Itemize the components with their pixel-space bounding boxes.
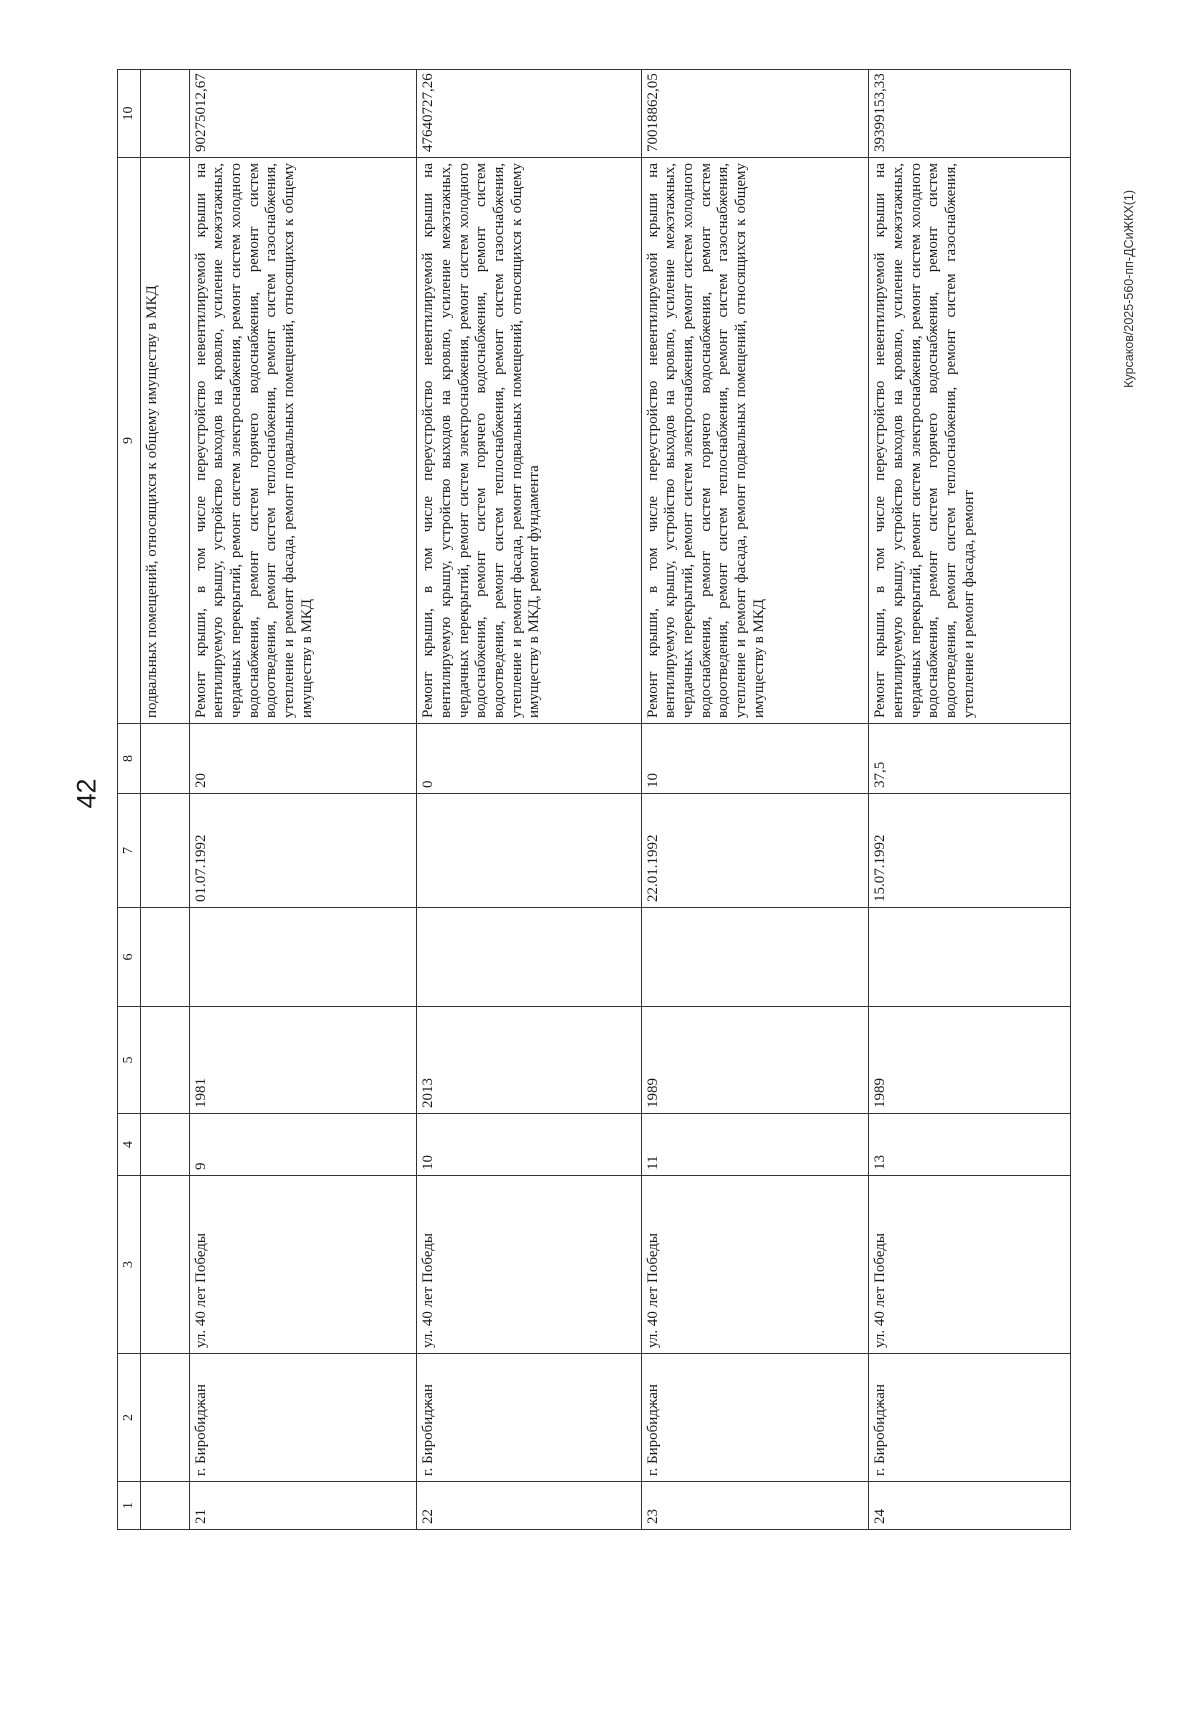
header-col-5: 5 (118, 1007, 141, 1114)
house-number: 11 (641, 1114, 869, 1176)
works-list: Ремонт крыши, в том числе переустройство невентилируемой крыши на вентилируемую крышу, устройство выходов на кровлю, усиление межэтажных, чердачных перекрытий, ремонт систем электроснабжения, ремонт систем холодного водоснабжения, ремонт систем горячего водоснабжения, ремонт систем водоотведения, ремонт систем теплоснабжения, ремонт систем газоснабжения, утепление и ремонт фасада, ремонт подвальных помещений, относящихся к общему имуществу в МКД, ремонт фундамента (417, 158, 641, 724)
city: г. Биробиджан (869, 1354, 1071, 1482)
date: 22.01.1992 (641, 794, 869, 908)
header-col-3: 3 (118, 1176, 141, 1354)
date: 15.07.1992 (869, 794, 1071, 908)
page-number: 42 (71, 778, 102, 809)
row-number: 21 (189, 1482, 417, 1530)
table-row (641, 70, 869, 1530)
row-number: 22 (417, 1482, 641, 1530)
date (417, 794, 641, 908)
continuation-works: подвальных помещений, относящихся к общему имуществу в МКД (141, 158, 190, 724)
row-number: 23 (641, 1482, 869, 1530)
date: 01.07.1992 (189, 794, 417, 908)
wear: 20 (189, 724, 417, 794)
street: ул. 40 лет Победы (189, 1176, 417, 1354)
build-year: 1989 (641, 1007, 869, 1114)
header-col-1: 1 (118, 1482, 141, 1530)
build-year: 1989 (869, 1007, 1071, 1114)
table-row (417, 70, 641, 1530)
header-col-10: 10 (118, 70, 141, 158)
table-row (189, 70, 417, 1530)
col-6 (417, 908, 641, 1007)
row-number: 24 (869, 1482, 1071, 1530)
build-year: 2013 (417, 1007, 641, 1114)
cost: 90275012,67 (189, 70, 417, 158)
wear: 0 (417, 724, 641, 794)
wear: 37,5 (869, 724, 1071, 794)
city: г. Биробиджан (641, 1354, 869, 1482)
works-list: Ремонт крыши, в том числе переустройство невентилируемой крыши на вентилируемую крышу, устройство выходов на кровлю, усиление межэтажных, чердачных перекрытий, ремонт систем электроснабжения, ремонт систем холодного водоснабжения, ремонт систем горячего водоснабжения, ремонт систем водоотведения, ремонт систем теплоснабжения, ремонт систем газоснабжения, утепление и ремонт фасада, ремонт подвальных помещений, относящихся к общему имуществу в МКД (189, 158, 417, 724)
header-col-7: 7 (118, 794, 141, 908)
repair-program-table (117, 69, 1071, 1530)
header-col-4: 4 (118, 1114, 141, 1176)
city: г. Биробиджан (417, 1354, 641, 1482)
city: г. Биробиджан (189, 1354, 417, 1482)
wear: 10 (641, 724, 869, 794)
street: ул. 40 лет Победы (417, 1176, 641, 1354)
house-number: 10 (417, 1114, 641, 1176)
cost: 39399153,33 (869, 70, 1071, 158)
col-6 (869, 908, 1071, 1007)
header-col-6: 6 (118, 908, 141, 1007)
street: ул. 40 лет Победы (869, 1176, 1071, 1354)
works-list: Ремонт крыши, в том числе переустройство невентилируемой крыши на вентилируемую крышу, устройство выходов на кровлю, усиление межэтажных, чердачных перекрытий, ремонт систем электроснабжения, ремонт систем холодного водоснабжения, ремонт систем горячего водоснабжения, ремонт систем водоотведения, ремонт систем теплоснабжения, ремонт систем газоснабжения, утепление и ремонт фасада, ремонт (869, 158, 1071, 724)
header-col-9: 9 (118, 158, 141, 724)
table-row (869, 70, 1071, 1530)
house-number: 13 (869, 1114, 1071, 1176)
street: ул. 40 лет Победы (641, 1176, 869, 1354)
table-container (117, 70, 1071, 1530)
continuation-row (141, 70, 190, 1530)
house-number: 9 (189, 1114, 417, 1176)
col-6 (189, 908, 417, 1007)
col-6 (641, 908, 869, 1007)
cost: 70018862,05 (641, 70, 869, 158)
header-col-2: 2 (118, 1354, 141, 1482)
works-list: Ремонт крыши, в том числе переустройство невентилируемой крыши на вентилируемую крышу, устройство выходов на кровлю, усиление межэтажных, чердачных перекрытий, ремонт систем электроснабжения, ремонт систем холодного водоснабжения, ремонт систем горячего водоснабжения, ремонт систем водоотведения, ремонт систем теплоснабжения, ремонт систем газоснабжения, утепление и ремонт фасада, ремонт подвальных помещений, относящихся к общему имуществу в МКД (641, 158, 869, 724)
header-col-8: 8 (118, 724, 141, 794)
header-row (118, 70, 141, 1530)
document-code: Курсаков/2025-560-пп-ДСиЖКХ(1) (1122, 190, 1136, 388)
cost: 47640727,26 (417, 70, 641, 158)
build-year: 1981 (189, 1007, 417, 1114)
